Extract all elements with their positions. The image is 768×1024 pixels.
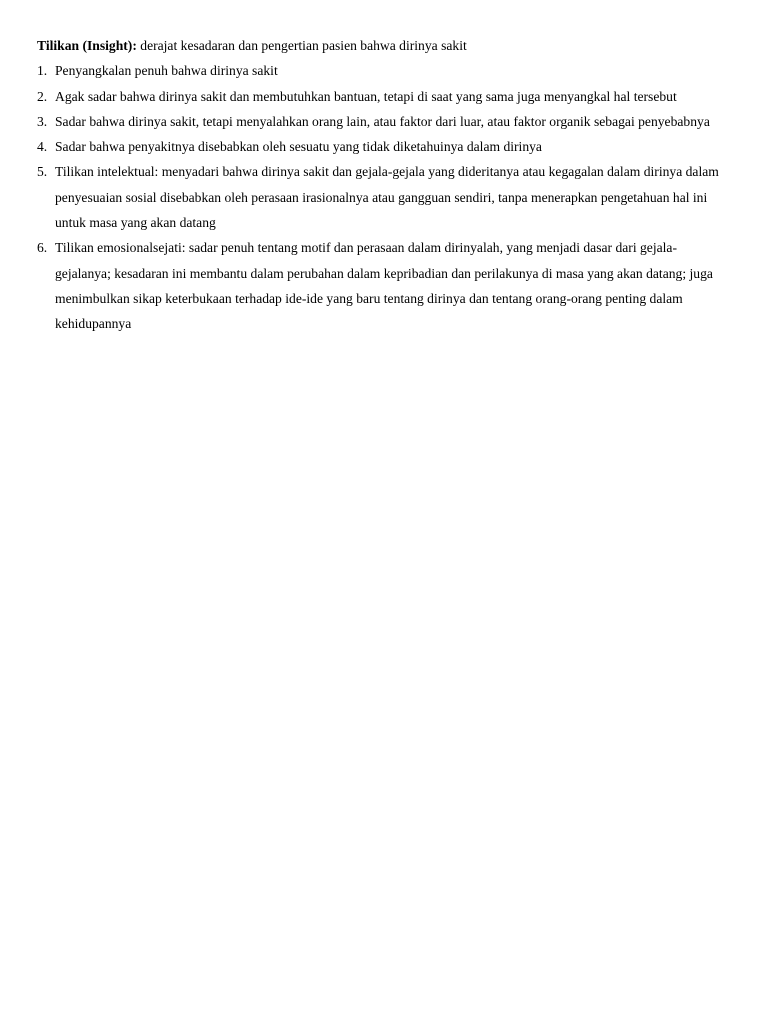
list-item-number: 2.: [37, 88, 48, 104]
list-item-number: 3.: [37, 113, 48, 129]
list-item-number: 6.: [37, 240, 48, 256]
heading-term: Tilikan (Insight):: [37, 38, 137, 53]
list-item-text: Sadar bahwa penyakitnya disebabkan oleh sesuatu yang tidak diketahuinya dalam dirinya: [55, 139, 542, 155]
list-item-text: Sadar bahwa dirinya sakit, tetapi menyalahkan orang lain, atau faktor dari luar, atau faktor organik sebagai penyebabnya: [55, 113, 710, 129]
list-item-text: Agak sadar bahwa dirinya sakit dan membutuhkan bantuan, tetapi di saat yang sama juga menyangkal hal tersebut: [55, 88, 677, 104]
list-item-number: 1.: [37, 63, 48, 79]
insight-levels-list: [37, 58, 727, 336]
list-item-number: 4.: [37, 139, 48, 155]
heading-definition: derajat kesadaran dan pengertian pasien bahwa dirinya sakit: [140, 38, 467, 53]
list-item: [37, 58, 727, 83]
list-item-text: Tilikan emosionalsejati: sadar penuh tentang motif dan perasaan dalam dirinyalah, yang menjadi dasar dari gejala-gejalanya; kesadaran ini membantu dalam perubahan dalam kepribadian dan perilakunya di masa yang akan datang; juga menimbulkan sikap keterbukaan terhadap ide-ide yang baru tentang dirinya dan tentang orang-orang penting dalam kehidupannya: [55, 240, 713, 332]
document-page: [37, 33, 727, 337]
list-item: [37, 84, 727, 109]
list-item-text: Penyangkalan penuh bahwa dirinya sakit: [55, 63, 278, 79]
list-item: [37, 159, 727, 235]
list-item: [37, 134, 727, 159]
list-item-text: Tilikan intelektual: menyadari bahwa dirinya sakit dan gejala-gejala yang dideritanya atau kegagalan dalam dirinya dalam penyesuaian sosial disebabkan oleh perasaan irasionalnya atau gangguan sendiri, tanpa menerapkan pengetahuan hal ini untuk masa yang akan datang: [55, 164, 719, 231]
list-item: [37, 235, 727, 336]
list-item: [37, 109, 727, 134]
list-item-number: 5.: [37, 164, 48, 180]
definition-heading: [37, 33, 727, 58]
